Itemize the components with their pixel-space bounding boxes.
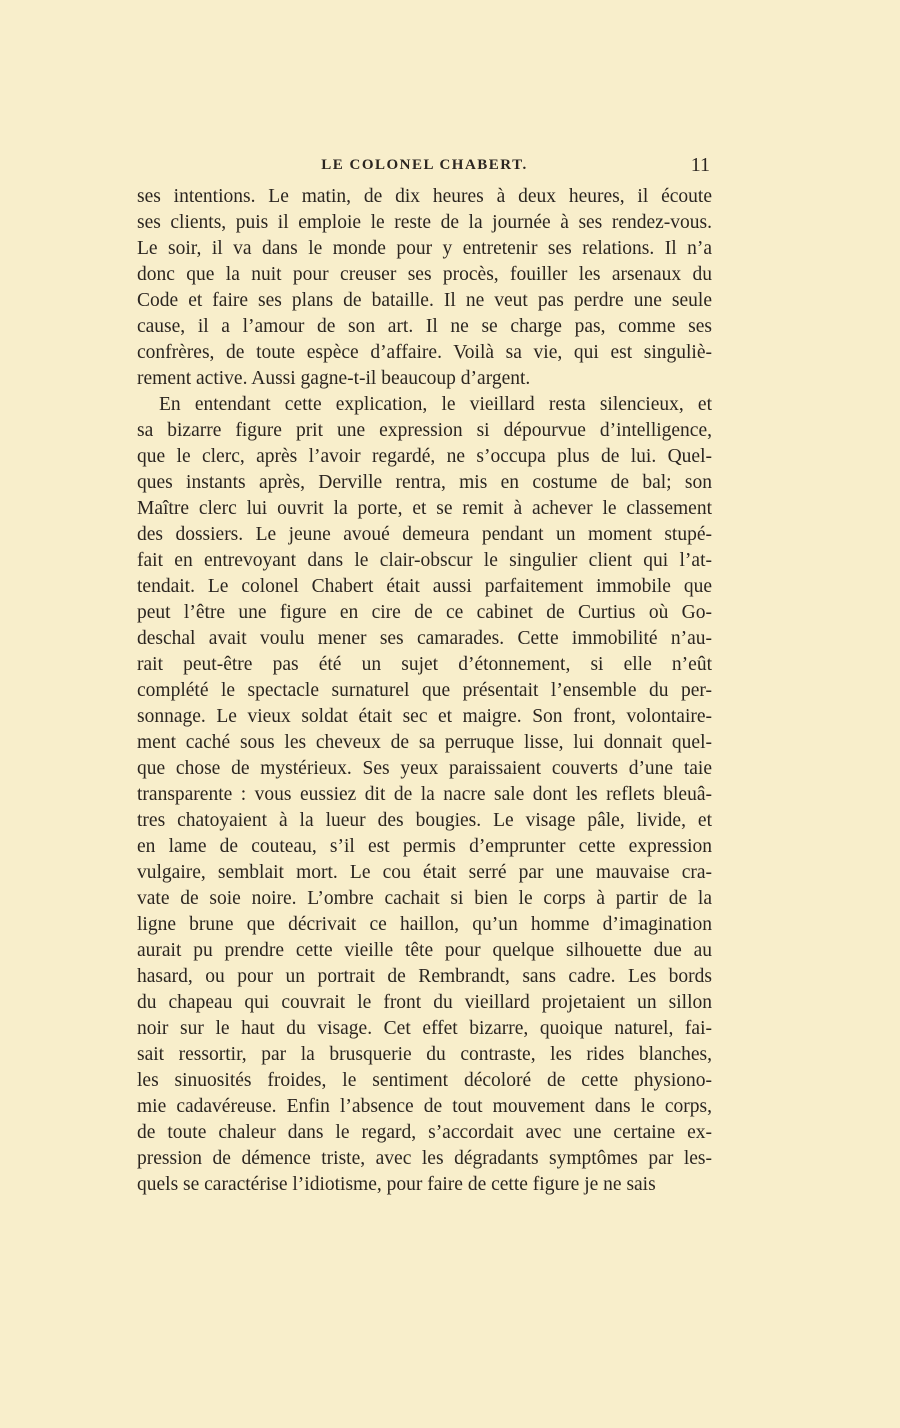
text-line-content: que chose de mystérieux. Ses yeux paraissaient couverts d’une taie bbox=[137, 758, 712, 779]
text-line-content: sait ressortir, par la brusquerie du contraste, les rides blanches, bbox=[137, 1044, 712, 1065]
text-line-content: pression de démence triste, avec les dégradants symptômes par les- bbox=[137, 1148, 712, 1169]
text-line-content: tres chatoyaient à la lueur des bougies. Le visage pâle, livide, et bbox=[137, 810, 712, 831]
text-line bbox=[137, 938, 712, 964]
text-line bbox=[137, 340, 712, 366]
body-text bbox=[137, 184, 712, 1198]
text-line-content: donc que la nuit pour creuser ses procès, fouiller les arsenaux du bbox=[137, 264, 712, 285]
text-line-content: rement active. Aussi gagne-t-il beaucoup d’argent. bbox=[137, 368, 531, 389]
text-line-content: quels se caractérise l’idiotisme, pour faire de cette figure je ne sais bbox=[137, 1174, 656, 1195]
running-title: LE COLONEL CHABERT. bbox=[321, 157, 528, 173]
text-line-content: du chapeau qui couvrait le front du vieillard projetaient un sillon bbox=[137, 992, 712, 1013]
page-header bbox=[137, 154, 712, 183]
text-line-content: Le soir, il va dans le monde pour y entretenir ses relations. Il n’a bbox=[137, 238, 712, 259]
text-line bbox=[137, 548, 712, 574]
text-line-content: transparente : vous eussiez dit de la nacre sale dont les reflets bleuâ- bbox=[137, 784, 712, 805]
text-line bbox=[137, 444, 712, 470]
text-line bbox=[137, 1146, 712, 1172]
text-line-content: noir sur le haut du visage. Cet effet bizarre, quoique naturel, fai- bbox=[137, 1018, 712, 1039]
text-line bbox=[137, 626, 712, 652]
text-line-content: confrères, de toute espèce d’affaire. Voilà sa vie, qui est singuliè- bbox=[137, 342, 712, 363]
text-line bbox=[137, 314, 712, 340]
text-line-content: vate de soie noire. L’ombre cachait si bien le corps à partir de la bbox=[137, 888, 712, 909]
text-line bbox=[137, 730, 712, 756]
text-line bbox=[137, 600, 712, 626]
text-line bbox=[137, 964, 712, 990]
text-line-content: ligne brune que décrivait ce haillon, qu’un homme d’imagination bbox=[137, 914, 712, 935]
text-line-content: en lame de couteau, s’il est permis d’emprunter cette expression bbox=[137, 836, 712, 857]
text-line-content: complété le spectacle surnaturel que présentait l’ensemble du per- bbox=[137, 680, 712, 701]
paragraph bbox=[137, 184, 712, 392]
text-line-content: de toute chaleur dans le regard, s’accordait avec une certaine ex- bbox=[137, 1122, 712, 1143]
text-line-content: fait en entrevoyant dans le clair-obscur le singulier client qui l’at- bbox=[137, 550, 712, 571]
text-line bbox=[137, 756, 712, 782]
text-line-content: Maître clerc lui ouvrit la porte, et se remit à achever le classement bbox=[137, 498, 712, 519]
text-line bbox=[137, 210, 712, 236]
text-line-content: ques instants après, Derville rentra, mis en costume de bal; son bbox=[137, 472, 712, 493]
text-line-content: des dossiers. Le jeune avoué demeura pendant un moment stupé- bbox=[137, 524, 712, 545]
text-line bbox=[137, 678, 712, 704]
text-line bbox=[137, 1172, 712, 1198]
text-line bbox=[137, 1016, 712, 1042]
text-line-content: deschal avait voulu mener ses camarades. Cette immobilité n’au- bbox=[137, 628, 712, 649]
text-line-content: sonnage. Le vieux soldat était sec et maigre. Son front, volontaire- bbox=[137, 706, 712, 727]
text-line-content: cause, il a l’amour de son art. Il ne se charge pas, comme ses bbox=[137, 316, 712, 337]
text-line bbox=[137, 990, 712, 1016]
text-line-content: vulgaire, semblait mort. Le cou était serré par une mauvaise cra- bbox=[137, 862, 712, 883]
text-line bbox=[137, 496, 712, 522]
text-line bbox=[137, 288, 712, 314]
text-line bbox=[137, 522, 712, 548]
text-line-content: mie cadavéreuse. Enfin l’absence de tout mouvement dans le corps, bbox=[137, 1096, 712, 1117]
text-line bbox=[137, 262, 712, 288]
page-number: 11 bbox=[690, 154, 710, 176]
text-line bbox=[137, 808, 712, 834]
text-line bbox=[137, 574, 712, 600]
text-line bbox=[137, 366, 712, 392]
text-line-content: ment caché sous les cheveux de sa perruque lisse, lui donnait quel- bbox=[137, 732, 712, 753]
text-line bbox=[137, 1120, 712, 1146]
text-line-content: ses clients, puis il emploie le reste de la journée à ses rendez-vous. bbox=[137, 212, 712, 233]
text-line bbox=[137, 1094, 712, 1120]
text-line bbox=[137, 886, 712, 912]
text-line-content: tendait. Le colonel Chabert était aussi parfaitement immobile que bbox=[137, 576, 712, 597]
text-line-content: rait peut-être pas été un sujet d’étonnement, si elle n’eût bbox=[137, 654, 712, 675]
text-line-content: les sinuosités froides, le sentiment décoloré de cette physiono- bbox=[137, 1070, 712, 1091]
text-line-content: sa bizarre figure prit une expression si dépourvue d’intelligence, bbox=[137, 420, 712, 441]
text-line-content: ses intentions. Le matin, de dix heures à deux heures, il écoute bbox=[137, 186, 712, 207]
text-line bbox=[137, 1042, 712, 1068]
text-line bbox=[137, 236, 712, 262]
text-line-content: peut l’être une figure en cire de ce cabinet de Curtius où Go- bbox=[137, 602, 712, 623]
text-line bbox=[137, 834, 712, 860]
text-line bbox=[137, 1068, 712, 1094]
text-line-content: aurait pu prendre cette vieille tête pour quelque silhouette due au bbox=[137, 940, 712, 961]
text-line bbox=[137, 652, 712, 678]
text-line-content: Code et faire ses plans de bataille. Il ne veut pas perdre une seule bbox=[137, 290, 712, 311]
text-line bbox=[137, 704, 712, 730]
text-line-content: hasard, ou pour un portrait de Rembrandt, sans cadre. Les bords bbox=[137, 966, 712, 987]
text-line-content: que le clerc, après l’avoir regardé, ne s’occupa plus de lui. Quel- bbox=[137, 446, 712, 467]
text-line-content: En entendant cette explication, le vieillard resta silencieux, et bbox=[159, 394, 712, 415]
text-line bbox=[137, 470, 712, 496]
paragraph bbox=[137, 392, 712, 1198]
text-line bbox=[137, 392, 712, 418]
text-line bbox=[137, 418, 712, 444]
text-line bbox=[137, 860, 712, 886]
text-line bbox=[137, 184, 712, 210]
text-line bbox=[137, 782, 712, 808]
text-line bbox=[137, 912, 712, 938]
